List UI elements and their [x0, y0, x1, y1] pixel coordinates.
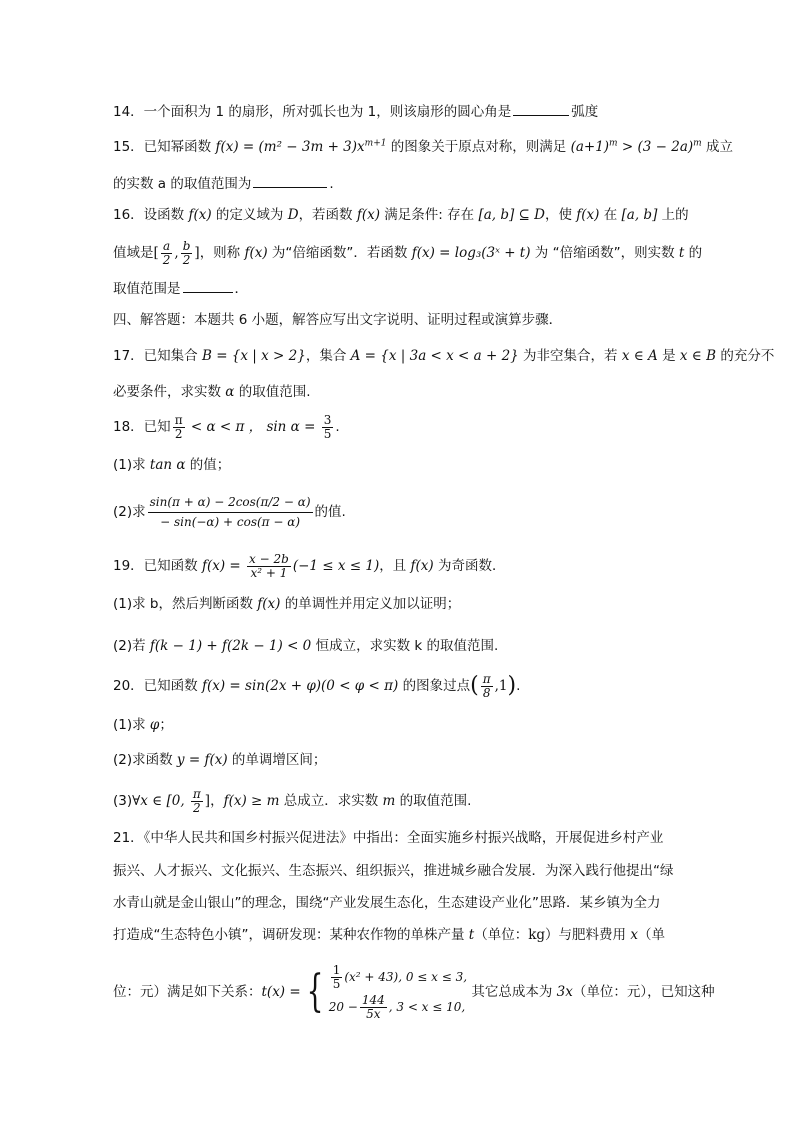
fraction-function-19: $\frac{x - 2b}{\text{x² + 1}}$: [249, 551, 289, 580]
fraction-a-over-2: $\frac{a}{2}$: [162, 238, 171, 267]
fraction-pi-over-2: $\frac{\pi}{2}$: [192, 786, 201, 815]
question-21-line-4: 打造成“生态特色小镇”，调研发现：某种农作物的单株产量 t（单位：kg）与肥料费用 x（单: [113, 927, 665, 943]
question-15-line-2: 的实数 a 的取值范围为 .: [113, 173, 683, 194]
question-15-line-1: 15．已知幂函数 $f(x) = (m^2 - 3m + 3)x^{m+1}$ 的图象关于原点对称，则满足 $(a+1)^m > (3 - 2a)^m$ 成立: [113, 138, 733, 155]
question-21-line-5: 位：元）满足如下关系：t(x) = { $\frac{1}{5}$ (x² + 43), 0 ≤ x ≤ 3, 20 − $\frac{144}{5x}$ , 3 < x ≤ 10, 其它总成本为 3x（单位：元），已知这种: [113, 962, 715, 1021]
piecewise-function: $\frac{1}{5}$ (x² + 43), 0 ≤ x ≤ 3, 20 − $\frac{144}{5x}$ , 3 < x ≤ 10,: [328, 962, 468, 1021]
question-19-line-1: 19．已知函数 f(x) = $\frac{x - 2b}{\text{x² + 1}}$ (−1 ≤ x ≤ 1)，且 f(x) 为奇函数．: [113, 551, 506, 580]
question-16-line-3: 取值范围是 ．: [113, 278, 683, 299]
fraction-pi-over-8: $\frac{\pi}{8}$: [482, 671, 491, 700]
piecewise-brace: {: [306, 966, 324, 1017]
question-20-part-3: (3)∀x ∈ [0, $\frac{\pi}{2}$ ]，f(x) ≥ m 总成立．求实数 m 的取值范围.: [113, 786, 472, 815]
fraction-pi-over-2: $\frac{\pi}{2}$: [174, 412, 183, 441]
question-17-line-1: 17．已知集合 B = {x | x > 2}，集合 A = {x | 3a < x < a + 2} 为非空集合，若 x ∈ A 是 x ∈ B 的充分不: [113, 348, 775, 364]
question-16-line-1: 16．设函数 f(x) 的定义域为 D，若函数 f(x) 满足条件: 存在 [a, b] ⊆ D，使 f(x) 在 [a, b] 上的: [113, 207, 689, 223]
fraction-b-over-2: $\frac{b}{2}$: [182, 238, 191, 267]
question-18-part-1: (1)求 tan α 的值；: [113, 457, 231, 473]
set-b: B = {x | x > 2}: [201, 348, 306, 364]
question-19-part-2: (2)若 f(k − 1) + f(2k − 1) < 0 恒成立，求实数 k 的取值范围.: [113, 638, 499, 654]
question-20-part-1: (1)求 φ；: [113, 717, 173, 733]
trig-expression-fraction: $\frac{\sin(\pi + \alpha) - 2\cos(\pi/2 - \alpha)}{- \sin(-\alpha) + \cos(\pi - \alpha)}$: [149, 494, 311, 529]
fraction-3-over-5: $\frac{3}{5}$: [323, 412, 332, 441]
question-19-part-1: (1)求 b，然后判断函数 f(x) 的单调性并用定义加以证明；: [113, 596, 461, 612]
question-17-line-2: 必要条件，求实数 α 的取值范围.: [113, 384, 311, 400]
question-20-part-2: (2)求函数 y = f(x) 的单调增区间；: [113, 752, 327, 768]
question-18-part-2: (2)求 $\frac{\sin(\pi + \alpha) - 2\cos(\pi/2 - \alpha)}{- \sin(-\alpha) + \cos(\pi - \alpha)}$ 的值.: [113, 494, 346, 529]
section-heading: 四、解答题：本题共 6 小题，解答应写出文字说明、证明过程或演算步骤．: [113, 312, 563, 328]
question-20-line-1: 20．已知函数 f(x) = sin(2x + φ)(0 < φ < π) 的图象过点( $\frac{\pi}{8}$ ,1).: [113, 671, 521, 700]
answer-blank-14[interactable]: [513, 101, 569, 116]
question-14: 14．一个面积为 1 的扇形，所对弧长也为 1，则该扇形的圆心角是 弧度: [113, 101, 683, 122]
set-a: A = {x | 3a < x < a + 2}: [350, 348, 519, 364]
answer-blank-15[interactable]: [253, 173, 327, 188]
question-16-line-2: 值域是[ $\frac{a}{2}$ , $\frac{b}{2}$ ]，则称 f(x) 为“倍缩函数”．若函数 f(x) = log₃(3ˣ + t) 为 “倍缩函数”，则实数 t 的: [113, 238, 703, 267]
question-21-line-2: 振兴、人才振兴、文化振兴、生态振兴、组织振兴，推进城乡融合发展．为深入践行他提出“绿: [113, 863, 674, 879]
question-18-line-1: 18．已知 $\frac{\pi}{2}$ < α < π ， sin α = $\frac{3}{5}$ .: [113, 412, 340, 441]
power-function-formula: f(x) = (m² − 3m + 3)x: [215, 139, 365, 155]
question-21-line-3: 水青山就是金山银山”的理念，围绕“产业发展生态化，生态建设产业化”思路．某乡镇为全力: [113, 895, 661, 911]
answer-blank-16[interactable]: [183, 278, 233, 293]
question-21-line-1: 21．《中华人民共和国乡村振兴促进法》中指出：全面实施乡村振兴战略，开展促进乡村产业: [113, 830, 664, 846]
